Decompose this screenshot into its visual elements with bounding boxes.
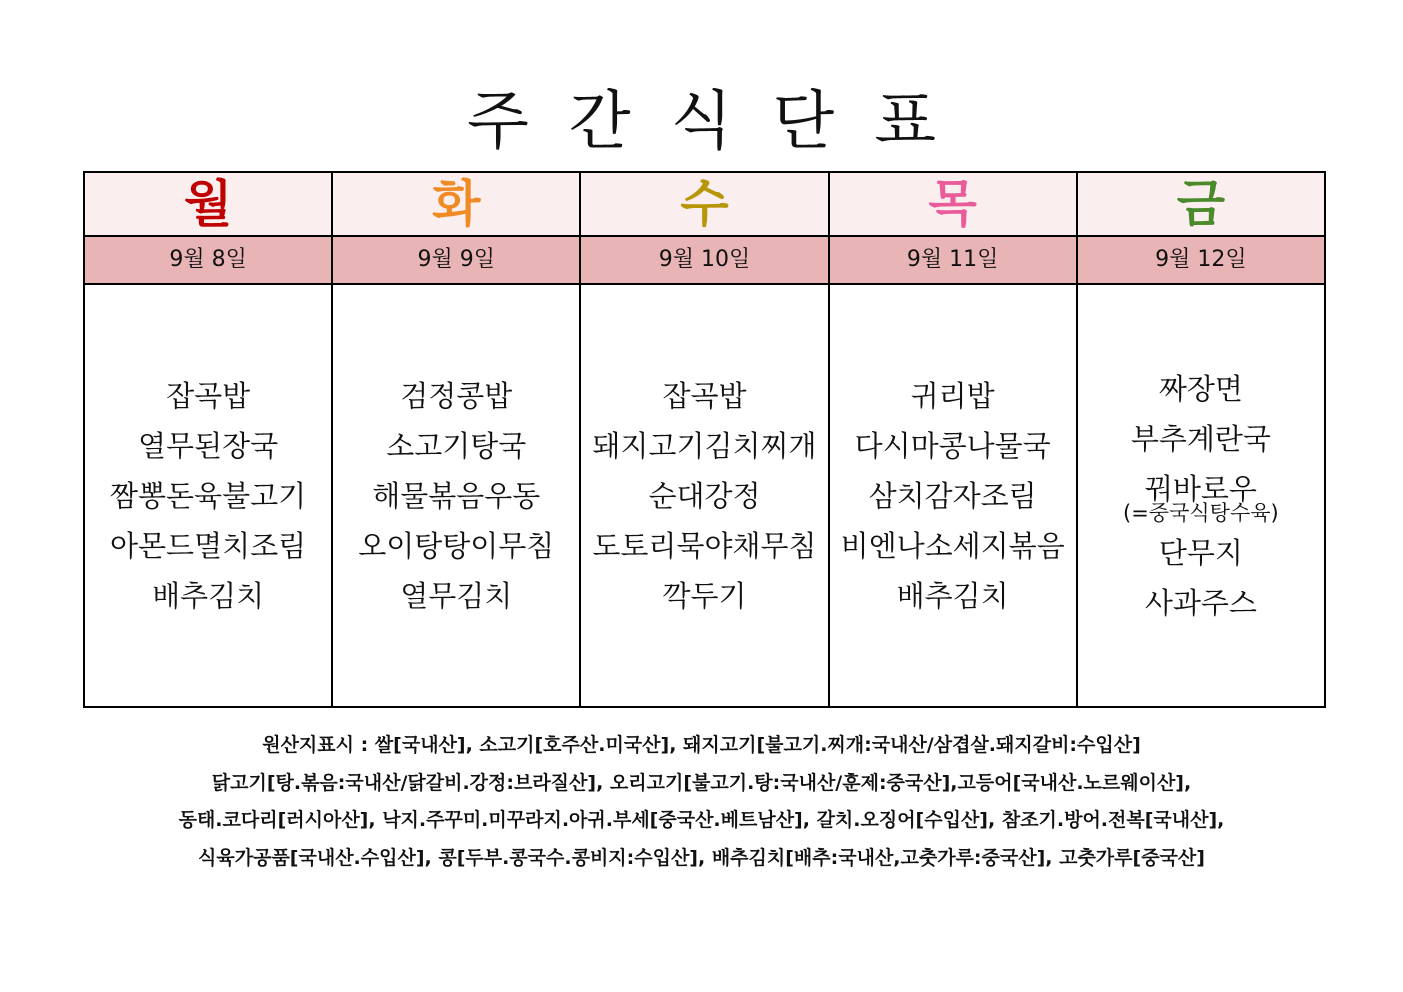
dish: 해물볶음우동 [372,478,541,513]
menu-thu [829,284,1077,707]
dish: 귀리밥 [910,378,995,413]
dish: 아몬드멸치조림 [110,528,307,563]
dish: 삼치감자조림 [868,478,1037,513]
dish: 배추김치 [152,578,265,613]
weekday-mon: 월 [84,172,332,236]
weekday-tue: 화 [332,172,580,236]
dish: 단무지 [1158,535,1243,570]
dish: 짬뽕돈육불고기 [110,478,307,513]
dish: 검정콩밥 [400,378,513,413]
dish: 깍두기 [662,578,747,613]
menu-tue [332,284,580,707]
menu-fri [1077,284,1325,707]
weekly-menu-table [83,171,1326,708]
dish: 꿔바로우 [1144,471,1257,506]
dish: 다시마콩나물국 [854,428,1051,463]
origin-line: 동태.코다리[러시아산], 낙지.주꾸미.미꾸라지.아귀.부세[중국산.베트남산], 갈치.오징어[수입산], 참조기.방어.전복[국내산], [178,809,1225,831]
dish: 잡곡밥 [662,378,747,413]
dish: 사과주스 [1144,585,1257,620]
dish: 오이탕탕이무침 [358,528,555,563]
dish: 배추김치 [896,578,1009,613]
dish: 열무김치 [400,578,513,613]
menu-row [84,284,1325,707]
origin-line: 닭고기[탕.볶음:국내산/닭갈비.강정:브라질산], 오리고기[불고기.탕:국내산/훈제:중국산],고등어[국내산.노르웨이산], [211,771,1192,794]
weekday-header-row [84,172,1325,236]
weekday-fri: 금 [1077,172,1325,236]
date-row [84,236,1325,284]
dish: 열무된장국 [138,428,279,463]
date-mon: 9월 8일 [84,236,332,284]
dish: 순대강정 [648,478,761,513]
dish: 잡곡밥 [166,378,251,413]
origin-notice [40,727,1363,877]
dish: 도토리묵야채무침 [592,528,817,563]
dish: 소고기탕국 [386,428,527,463]
menu-mon [84,284,332,707]
menu-wed [580,284,828,707]
date-tue: 9월 9일 [332,236,580,284]
dish: 비엔나소세지볶음 [840,528,1065,563]
date-wed: 9월 10일 [580,236,828,284]
date-thu: 9월 11일 [829,236,1077,284]
origin-line: 원산지표시 : 쌀[국내산], 소고기[호주산.미국산], 돼지고기[불고기.찌개:국내산/삼겹살.돼지갈비:수입산] [262,734,1141,756]
weekday-thu: 목 [829,172,1077,236]
page-title: 주간식단표 [466,85,977,159]
dish: 돼지고기김치찌개 [592,428,817,463]
dish-note: (=중국식탕수육) [1123,500,1279,525]
weekday-wed: 수 [580,172,828,236]
origin-line: 식육가공품[국내산.수입산], 콩[두부.콩국수.콩비지:수입산], 배추김치[배추:국내산,고춧가루:중국산], 고춧가루[중국산] [198,846,1205,869]
date-fri: 9월 12일 [1077,236,1325,284]
dish: 부추계란국 [1130,421,1271,456]
dish: 짜장면 [1158,371,1243,406]
